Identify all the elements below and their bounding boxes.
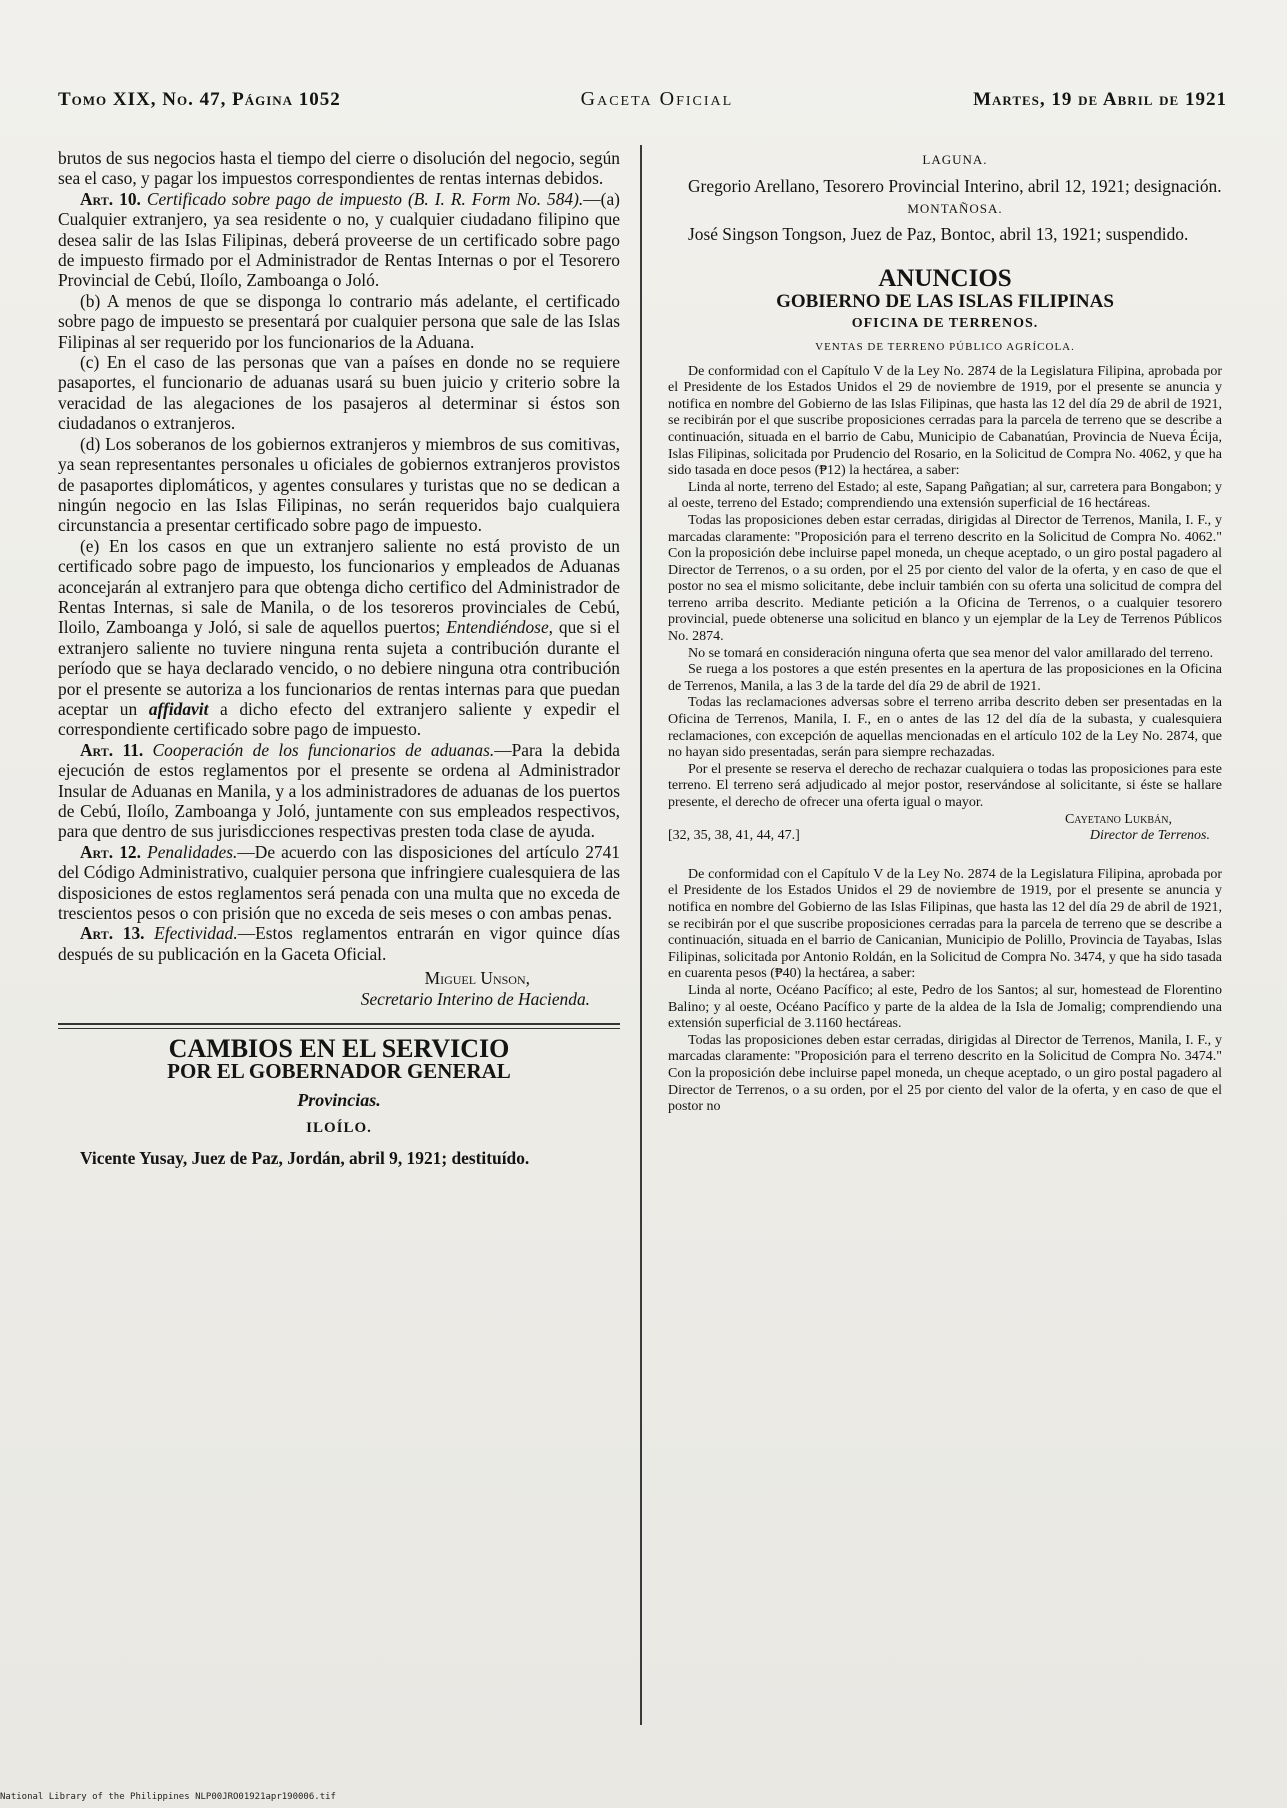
signature-title: Secretario Interino de Hacienda. xyxy=(360,988,590,1009)
appointment-vicente: Vicente Yusay, Juez de Paz, Jordán, abril 9, 1921; destituído. xyxy=(80,1147,530,1168)
paragraph-d: (d) Los soberanos de los gobiernos extranjeros y miembros de sus comitivas, ya sean representantes personales u oficiales de gobiernos extranjeros provistos de pasaportes diplomáticos, y agentes consulares y turistas que no se dedican a ningún negocio en las Islas Filipinas, no serán requeridos bajo cualquiera circunstancia a presentar certificado sobre pago de impuesto. xyxy=(58,433,620,536)
paragraph-c: (c) En el caso de las personas que van a países en donde no se requiere pasaportes, el funcionario de aduanas usará su buen juicio y criterio sobre la veracidad de las alegaciones de los pasajeros al determinar si éstos son ciudadanos o extranjeros. xyxy=(58,352,620,434)
section-heading-cambios: CAMBIOS EN EL SERVICIO xyxy=(168,1034,510,1064)
signature-cayetano: Cayetano Lukbán, xyxy=(1064,811,1172,827)
heading-gobierno: GOBIERNO DE LAS ISLAS FILIPINAS xyxy=(776,290,1114,312)
section-montanosa: MONTAÑOSA. xyxy=(907,200,1003,216)
section-laguna: LAGUNA. xyxy=(922,152,988,167)
notice-1-claims: Todas las reclamaciones adversas sobre el terreno arriba descrito deben ser presentadas en la Oficina de Terrenos, Manila, I. F., en o antes de las 12 del día de la subasta, y cualesquiera reclamaciones, con excepción de aquellas mencionadas en el artículo 102 de la Ley No. 2874, que no hayan sido presentadas, serán para siempre rechazadas. xyxy=(668,695,1222,761)
notice-2-boundaries: Linda al norte, Océano Pacífico; al este, Pedro de los Santos; al sur, homestead de Florentino Balino; y al oeste, Océano Pacífico y parte de la aldea de la Isla de Jomalig; comprendiendo una extensión superficial de 3.1160 hectáreas. xyxy=(668,982,1222,1032)
section-subheading-gobernador: POR EL GOBERNADOR GENERAL xyxy=(167,1059,511,1084)
notice-1-proposals: Todas las proposiciones deben estar cerradas, dirigidas al Director de Terrenos, Manila, I. F., y marcadas claramente: "Proposición para el terreno descrito en la Solicitud de Compra No. 4062." Con la proposición debe incluirse papel moneda, un cheque aceptado, o un giro postal pagadero al Director de Terrenos, o a su orden, por el 25 por ciento del valor de la oferta, y en caso de que el postor no sea el mismo solicitante, debe incluir también con su oferta una solicitud de compra del terreno arriba descrito. Mediante petición a la Oficina de Terrenos, o a cualquier tesorero provincial, puede obtenerse una solicitud en blanco y un ejemplar de la Ley de Terrenos Públicos No. 2874. xyxy=(668,512,1222,645)
paragraph-continuation: brutos de sus negocios hasta el tiempo del cierre o disolución del negocio, según sea el caso, y pagar los impuestos correspondientes de rentas internas debidos. xyxy=(58,148,620,189)
header-title: Gaceta Oficial xyxy=(580,88,734,110)
notice-1-intro: De conformidad con el Capítulo V de la Ley No. 2874 de la Legislatura Filipina, aprobada por el Presidente de los Estados Unidos el 29 de noviembre de 1919, por el presente se anuncia y notifica en nombre del Gobierno de las Islas Filipinas, que hasta las 12 del día 29 de abril de 1921, se recibirán por el que suscribe proposiciones cerradas para la parcela de terreno que se describe a continuación, situada en el barrio de Cabu, Municipio de Cabanatúan, Provincia de Nueva Écija, Islas Filipinas, solicitada por Prudencio del Rosario, en la Solicitud de Compra No. 4062, y que ha sido tasada en doce pesos (₱12) la hectárea, a saber: xyxy=(668,363,1222,479)
section-provincias: Provincias. xyxy=(297,1089,381,1110)
heading-oficina: OFICINA DE TERRENOS. xyxy=(851,316,1039,332)
section-rule xyxy=(58,1023,620,1029)
paragraph-b: (b) A menos de que se disponga lo contrario más adelante, el certificado sobre pago de impuesto se presentará por cualquier persona que sale de las Islas Filipinas al ser requerido por los funcionarios de la Aduana. xyxy=(58,290,620,352)
right-column xyxy=(668,148,1222,1116)
signature-director: Director de Terrenos. xyxy=(1089,828,1210,844)
appointment-jose: José Singson Tongson, Juez de Paz, Bontoc, abril 13, 1921; suspendido. xyxy=(688,224,1189,245)
notice-1-opening: Se ruega a los postores a que estén presentes en la apertura de las proposiciones en la Oficina de Terrenos, Manila, a las 3 de la tarde del día 29 de abril de 1921. xyxy=(668,662,1222,694)
publication-refs: [32, 35, 38, 41, 44, 47.] xyxy=(668,828,800,844)
appointment-gregorio: Gregorio Arellano, Tesorero Provincial Interino, abril 12, 1921; designación. xyxy=(688,175,1222,196)
signature-name: Miguel Unson, xyxy=(424,968,530,989)
header-volume: Tomo XIX, No. 47, Página 1052 xyxy=(58,89,341,110)
page-header xyxy=(58,88,1227,128)
left-column xyxy=(58,148,620,1169)
article-10: Art. 10. Certificado sobre pago de impuesto (B. I. R. Form No. 584).—(a) Cualquier extranjero, ya sea residente o no, y cualquier ciudadano filipino que desea salir de las Islas Filipinas, deberá proveerse de un certificado sobre pago de impuesto firmado por el Administrador de Rentas Internas o por el Tesorero Provincial de Cebú, Iloílo, Zamboanga o Joló. xyxy=(58,188,620,291)
heading-anuncios: ANUNCIOS xyxy=(878,265,1012,293)
notice-2-intro: De conformidad con el Capítulo V de la Ley No. 2874 de la Legislatura Filipina, aprobada por el Presidente de los Estados Unidos el 29 de noviembre de 1919, por el presente se anuncia y notifica en nombre del Gobierno de las Islas Filipinas, que hasta las 12 del día 29 de abril de 1921, se recibirán por el que suscribe proposiciones cerradas para la parcela de terreno que se describe a continuación, situada en el barrio de Canicanian, Municipio de Polillo, Provincia de Tayabas, Islas Filipinas, solicitada por Antonio Roldán, en la Solicitud de Compra No. 3474, y que ha sido tasada en cuarenta pesos (₱40) la hectárea, a saber: xyxy=(668,866,1222,982)
scan-footer: National Library of the Philippines NLP00JRO01921apr190006.tif xyxy=(0,1792,336,1802)
paragraph-e: (e) En los casos en que un extranjero saliente no está provisto de un certificado sobre pago de impuesto, los funcionarios y empleados de Aduanas aconcejarán al extranjero para que obtenga dicho certifico del Administrador de Rentas Internas, si sale de Manila, o de los tesoreros provinciales de Cebú, Iloilo, Zamboanga y Joló, si sale de aquellos puertos; Entendiéndose, que si el extranjero saliente no tuviere ninguna renta sujeta a contribución durante el período que se haya declarado vencido, o no debiere ninguna otra contribución por el presente se autoriza a los funcionarios de rentas internas para que puedan aceptar un affidavit a dicho efecto del extranjero saliente y expedir el correspondiente certificado sobre pago de impuesto. xyxy=(58,535,620,740)
notice-2-proposals: Todas las proposiciones deben estar cerradas, dirigidas al Director de Terrenos, Manila, I. F., y marcadas claramente: "Proposición para el terreno descrito en la Solicitud de Compra No. 3474." Con la proposición debe incluirse papel moneda, un cheque aceptado, o un giro postal pagadero al Director de Terrenos, o a su orden, por el 25 por ciento del valor de la oferta, y en caso de que el postor no xyxy=(668,1032,1222,1115)
notice-1-reserve: Por el presente se reserva el derecho de rechazar cualquiera o todas las proposiciones para este terreno. El terreno será adjudicado al mejor postor, reservándose al solicitante, si éste se hallare presente, el derecho de ofrecer una oferta igual o mayor. xyxy=(668,761,1222,810)
article-13: Art. 13. Efectividad.—Estos reglamentos entrarán en vigor quince días después de su publicación en la Gaceta Oficial. xyxy=(58,923,621,964)
section-iloilo: ILOÍLO. xyxy=(306,1120,372,1137)
notice-1-footer xyxy=(668,828,1222,845)
heading-ventas: VENTAS DE TERRENO PÚBLICO AGRÍCOLA. xyxy=(815,340,1075,353)
header-date: Martes, 19 de Abril de 1921 xyxy=(973,89,1227,110)
column-divider xyxy=(640,145,642,1725)
article-11: Art. 11. Cooperación de los funcionarios de aduanas.—Para la debida ejecución de estos reglamentos por el presente se ordena al Administrador Insular de Aduanas en Manila, y a los administradores de aduanas de los puertos de Cebú, Iloílo, Zamboanga y Joló, juntamente con sus empleados respectivos, para que dentro de sus jurisdicciones respectivas presten toda clase de ayuda. xyxy=(58,739,620,842)
article-12: Art. 12. Penalidades.—De acuerdo con las disposiciones del artículo 2741 del Código Administrativo, cualquier persona que infringiere cualesquiera de las disposiciones de estos reglamentos será penada con una multa que no exceda de trescientos pesos o con prisión que no exceda de seis meses o con ambas penas. xyxy=(58,841,620,924)
notice-1-boundaries: Linda al norte, terreno del Estado; al este, Sapang Pañgatian; al sur, carretera para Bongabon; y al oeste, terreno del Estado; comprendiendo una extensión superficial de 16 hectáreas. xyxy=(668,479,1222,512)
notice-1-minimum: No se tomará en consideración ninguna oferta que sea menor del valor amillarado del terreno. xyxy=(688,645,1214,661)
